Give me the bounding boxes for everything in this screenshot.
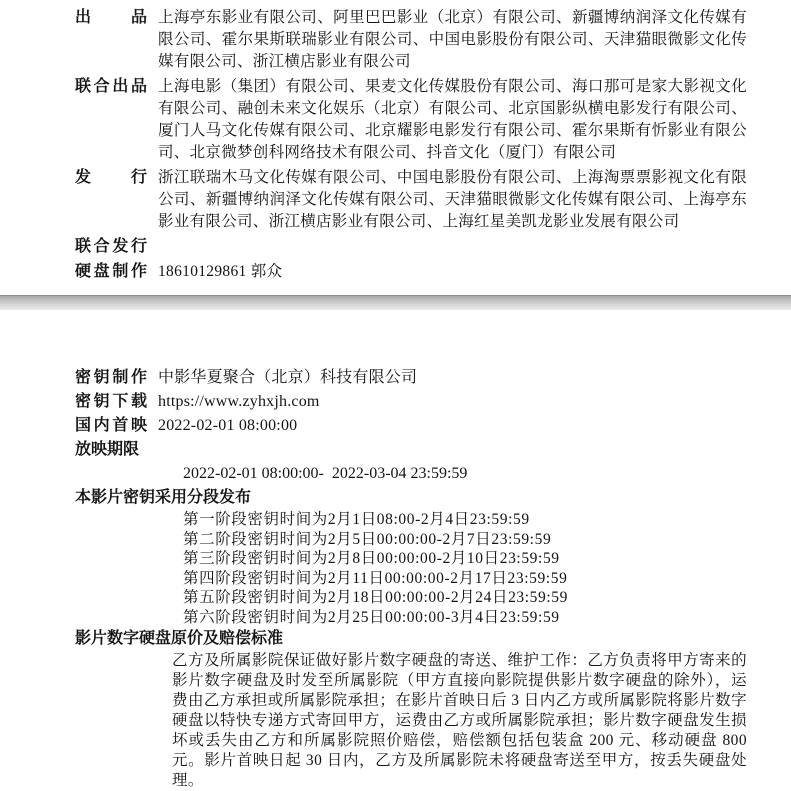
field-row-key-download bbox=[75, 390, 747, 414]
disk-policy-heading: 影片数字硬盘原价及赔偿标准 bbox=[75, 630, 284, 647]
field-row-co-producer bbox=[75, 76, 747, 164]
field-label-distributor: 发行 bbox=[75, 169, 147, 186]
screening-period-heading: 放映期限 bbox=[75, 441, 140, 458]
field-value-producer: 上海亭东影业有限公司、阿里巴巴影业（北京）有限公司、新疆博纳润泽文化传媒有限公司、霍尔果斯联瑞影业有限公司、中国电影股份有限公司、天津猫眼微影文化传媒有限公司、浙江横店影业有限公司 bbox=[158, 9, 747, 70]
field-label-domestic-premiere: 国内首映 bbox=[75, 417, 147, 434]
field-row-distributor bbox=[75, 167, 747, 233]
field-label-co-producer: 联合出品 bbox=[75, 78, 147, 95]
field-label-producer: 出品 bbox=[75, 9, 147, 26]
disk-policy-body: 乙方及所属影院保证做好影片数字硬盘的寄送、维护工作：乙方负责将甲方寄来的影片数字硬盘及时发至所属影院（甲方直接向影院提供影片数字硬盘的除外），运费由乙方承担或所属影院承担；在影片首映日后 3 日内乙方或所属影院将影片数字硬盘以特快专递方式寄回甲方，运费由乙方或所属影院承担；影片数字硬盘发生损坏或丢失由乙方和所属影院照价赔偿，赔偿额包括包装盒 200 元、移动硬盘 800 元。影片首映日起 30 日内，乙方及所属影院未将硬盘寄送至甲方，按丢失硬盘处理。 bbox=[172, 652, 747, 789]
field-label-key-download: 密钥下载 bbox=[75, 393, 147, 410]
key-phase-line-2: 第二阶段密钥时间为2月5日00:00:00-2月7日23:59:59 bbox=[183, 530, 552, 548]
page-separator bbox=[0, 295, 791, 310]
field-row-disk-production bbox=[75, 261, 747, 283]
field-row-domestic-premiere bbox=[75, 414, 747, 438]
field-row-co-distributor bbox=[75, 236, 747, 258]
field-value-distributor: 浙江联瑞木马文化传媒有限公司、中国电影股份有限公司、上海淘票票影视文化有限公司、新疆博纳润泽文化传媒有限公司、天津猫眼微影文化传媒有限公司、上海亭东影业有限公司、浙江横店影业有限公司、上海红星美凯龙影业发展有限公司 bbox=[158, 169, 747, 230]
field-value-disk-production: 18610129861 郭众 bbox=[158, 263, 283, 280]
field-label-key-production: 密钥制作 bbox=[75, 369, 147, 386]
field-row-key-production bbox=[75, 366, 747, 390]
field-label-co-distributor: 联合发行 bbox=[75, 238, 147, 255]
page-2 bbox=[0, 310, 791, 791]
field-value-key-production: 中影华夏聚合（北京）科技有限公司 bbox=[158, 369, 418, 386]
screening-period-range: 2022-02-01 08:00:00- 2022-03-04 23:59:59 bbox=[183, 465, 468, 482]
field-value-domestic-premiere: 2022-02-01 08:00:00 bbox=[158, 417, 298, 434]
field-value-co-producer: 上海电影（集团）有限公司、果麦文化传媒股份有限公司、海口那可是家大影视文化有限公司、融创未来文化娱乐（北京）有限公司、北京国影纵横电影发行有限公司、厦门人马文化传媒有限公司、北京耀影电影发行有限公司、霍尔果斯有忻影业有限公司、北京微梦创科网络技术有限公司、抖音文化（厦门）有限公司 bbox=[158, 78, 747, 161]
key-phase-line-6: 第六阶段密钥时间为2月25日00:00:00-3月4日23:59:59 bbox=[183, 608, 560, 626]
key-phase-line-3: 第三阶段密钥时间为2月8日00:00:00-2月10日23:59:59 bbox=[183, 550, 560, 567]
key-phase-line-1: 第一阶段密钥时间为2月1日08:00-2月4日23:59:59 bbox=[183, 511, 530, 528]
key-phase-line-5: 第五阶段密钥时间为2月18日00:00:00-2月24日23:59:59 bbox=[183, 589, 568, 606]
page-1 bbox=[0, 0, 791, 295]
field-row-producer bbox=[75, 7, 747, 73]
field-label-disk-production: 硬盘制作 bbox=[75, 263, 147, 280]
key-phase-line-4: 第四阶段密钥时间为2月11日00:00:00-2月17日23:59:59 bbox=[183, 569, 568, 587]
key-release-heading: 本影片密钥采用分段发布 bbox=[75, 489, 252, 506]
key-download-url: https://www.zyhxjh.com bbox=[158, 393, 320, 410]
